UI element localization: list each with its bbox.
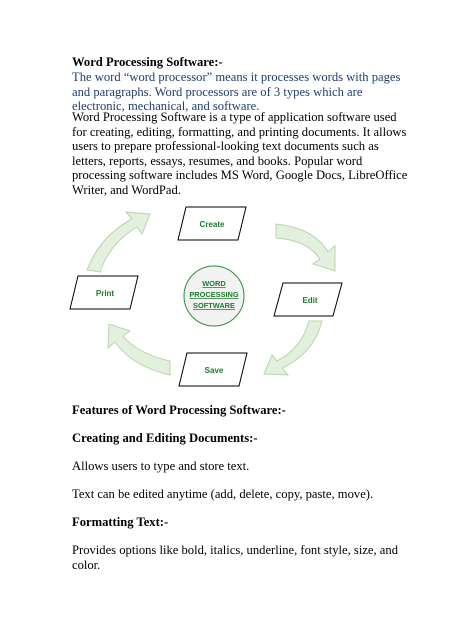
intro-paragraph: The word “word processor” means it processes words with pages and paragraphs. Word processors are of 3 types which are electronic, mechanical, and software. xyxy=(72,70,401,114)
step-print-label: Print xyxy=(95,289,115,298)
step-edit-label: Edit xyxy=(302,296,318,305)
arrow-create-to-edit-icon xyxy=(276,224,335,271)
center-node xyxy=(184,266,244,326)
creating-editing-heading: Creating and Editing Documents:- xyxy=(72,431,258,445)
description-paragraph: Word Processing Software is a type of application software used for creating, editing, formatting, and printing documents. It allows users to prepare professional-looking text documents such as letters, reports, essays, resumes, and books. Popular word processing software includes MS Word, Google Docs, LibreOffice Writer, and WordPad. xyxy=(72,110,408,197)
arrow-print-to-create-icon xyxy=(87,212,150,272)
step-print xyxy=(70,276,138,309)
formatting-paragraph-1: Provides options like bold, italics, underline, font style, size, and color. xyxy=(72,543,398,572)
step-create xyxy=(178,207,246,240)
features-heading: Features of Word Processing Software:- xyxy=(72,403,286,417)
step-save-label: Save xyxy=(204,366,224,375)
center-label-line-1: WORD xyxy=(202,279,226,288)
arrow-edit-to-save-icon xyxy=(264,321,322,375)
creating-paragraph-1: Allows users to type and store text. xyxy=(72,459,250,473)
step-create-label: Create xyxy=(199,220,225,229)
section-heading-word-processing: Word Processing Software:- xyxy=(72,55,223,69)
arrow-save-to-print-icon xyxy=(108,324,170,375)
step-save xyxy=(179,353,247,386)
center-label-line-2: PROCESSING xyxy=(189,290,239,299)
center-label-line-3: SOFTWARE xyxy=(193,301,235,310)
formatting-heading: Formatting Text:- xyxy=(72,515,169,529)
creating-paragraph-2: Text can be edited anytime (add, delete, copy, paste, move). xyxy=(72,487,374,501)
step-edit xyxy=(274,283,342,316)
word-processing-cycle-diagram xyxy=(62,198,398,400)
